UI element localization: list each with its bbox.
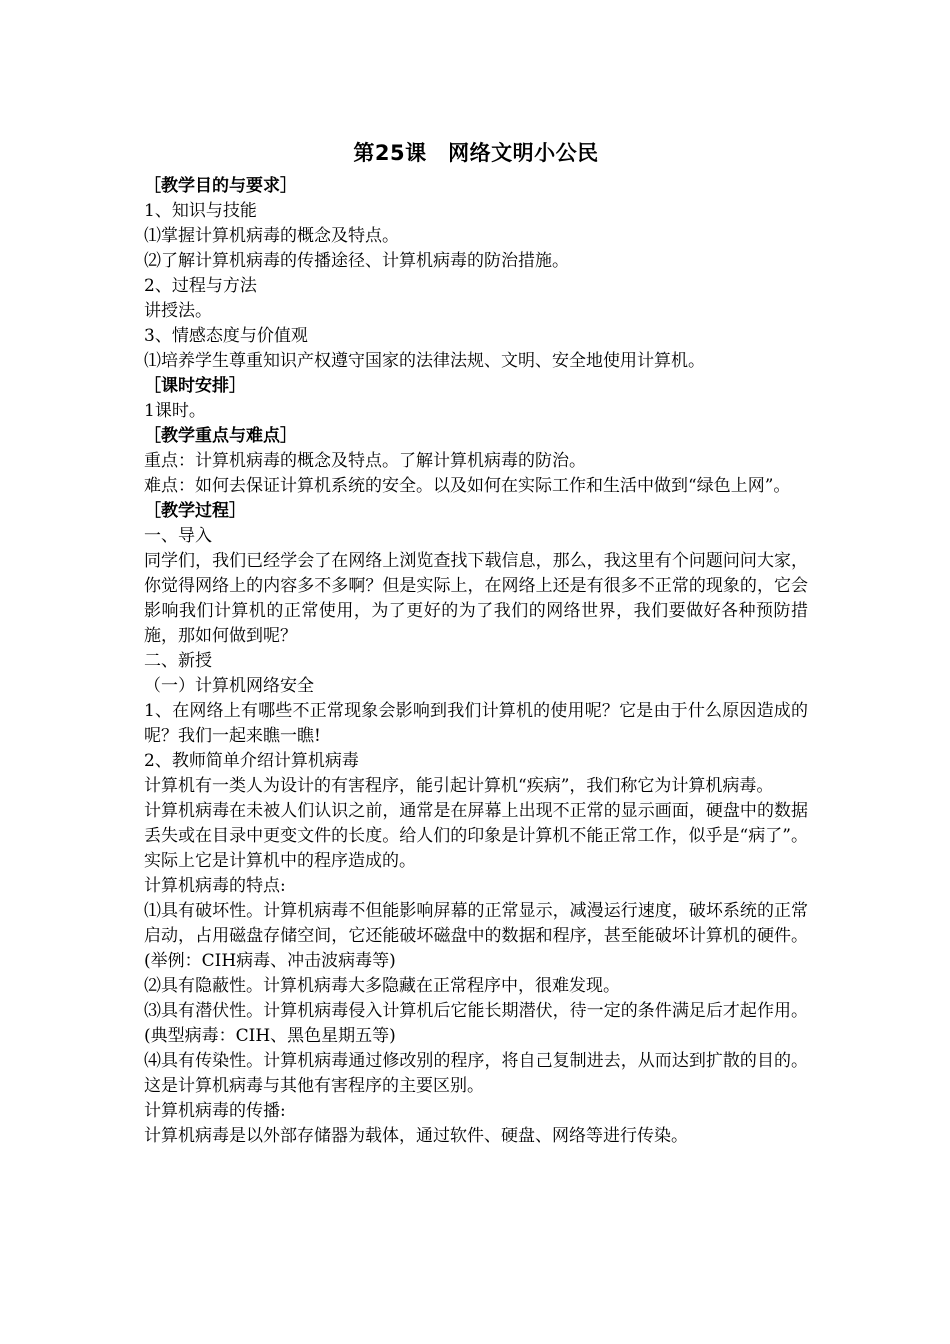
text-paragraph: ⑷具有传染性。计算机病毒通过修改别的程序，将自己复制进去，从而达到扩散的目的。这是计算机病毒与其他有害程序的主要区别。 <box>144 1051 808 1096</box>
lesson-title: 第25课 网络文明小公民 <box>353 141 599 165</box>
text-line: 2、教师简单介绍计算机病毒 <box>144 751 359 771</box>
document-page <box>144 138 808 1149</box>
text-line: 1课时。 <box>144 401 206 421</box>
section-heading: ［教学过程］ <box>144 501 246 521</box>
text-line: 讲授法。 <box>144 301 212 321</box>
text-paragraph: ⑴具有破坏性。计算机病毒不但能影响屏幕的正常显示，减漫运行速度，破坏系统的正常启动，占用磁盘存储空间，它还能破坏磁盘中的数据和程序，甚至能破坏计算机的硬件。(举例：CIH病毒、冲击波病毒等) <box>144 901 808 971</box>
text-paragraph: 计算机有一类人为设计的有害程序，能引起计算机“疾病”，我们称它为计算机病毒。 <box>144 776 774 796</box>
text-line: 计算机病毒是以外部存储器为载体，通过软件、硬盘、网络等进行传染。 <box>144 1126 688 1146</box>
text-line: 计算机病毒的特点: <box>144 876 286 896</box>
text-paragraph: 1、在网络上有哪些不正常现象会影响到我们计算机的使用呢？它是由于什么原因造成的呢？我们一起来瞧一瞧! <box>144 701 808 746</box>
text-line: 3、情感态度与价值观 <box>144 326 308 346</box>
text-line: 2、过程与方法 <box>144 276 257 296</box>
text-line: 1、知识与技能 <box>144 201 257 221</box>
text-paragraph: 计算机病毒在未被人们认识之前，通常是在屏幕上出现不正常的显示画面，硬盘中的数据丢失或在目录中更变文件的长度。给人们的印象是计算机不能正常工作，似乎是“病了”。实际上它是计算机中的程序造成的。 <box>144 801 808 871</box>
text-line: ⑴掌握计算机病毒的概念及特点。 <box>144 226 399 246</box>
text-paragraph: 同学们，我们已经学会了在网络上浏览查找下载信息，那么，我这里有个问题问问大家， 你觉得网络上的内容多不多啊？但是实际上，在网络上还是有很多不正常的现象的，它会影响我们计算机的正常使用，为了更好的为了我们的网络世界，我们要做好各种预防措施，那如何做到呢？ <box>144 551 808 646</box>
text-line: 一、导入 <box>144 526 212 546</box>
section-heading: ［课时安排］ <box>144 376 246 396</box>
text-line: ⑵了解计算机病毒的传播途径、计算机病毒的防治措施。 <box>144 251 569 271</box>
text-paragraph: 难点：如何去保证计算机系统的安全。以及如何在实际工作和生活中做到“绿色上网”。 <box>144 476 791 496</box>
text-line: （一）计算机网络安全 <box>144 676 314 696</box>
text-line: ⑵具有隐蔽性。计算机病毒大多隐藏在正常程序中，很难发现。 <box>144 976 620 996</box>
text-paragraph: ⑶具有潜伏性。计算机病毒侵入计算机后它能长期潜伏，待一定的条件满足后才起作用。(典型病毒：CIH、黑色星期五等) <box>144 1001 808 1046</box>
section-heading: ［教学重点与难点］ <box>144 426 297 446</box>
text-line: 重点：计算机病毒的概念及特点。了解计算机病毒的防治。 <box>144 451 586 471</box>
text-line: 二、新授 <box>144 651 212 671</box>
text-line: ⑴培养学生尊重知识产权遵守国家的法律法规、文明、安全地使用计算机。 <box>144 351 705 371</box>
text-line: 计算机病毒的传播: <box>144 1101 286 1121</box>
section-heading: ［教学目的与要求］ <box>144 176 297 196</box>
